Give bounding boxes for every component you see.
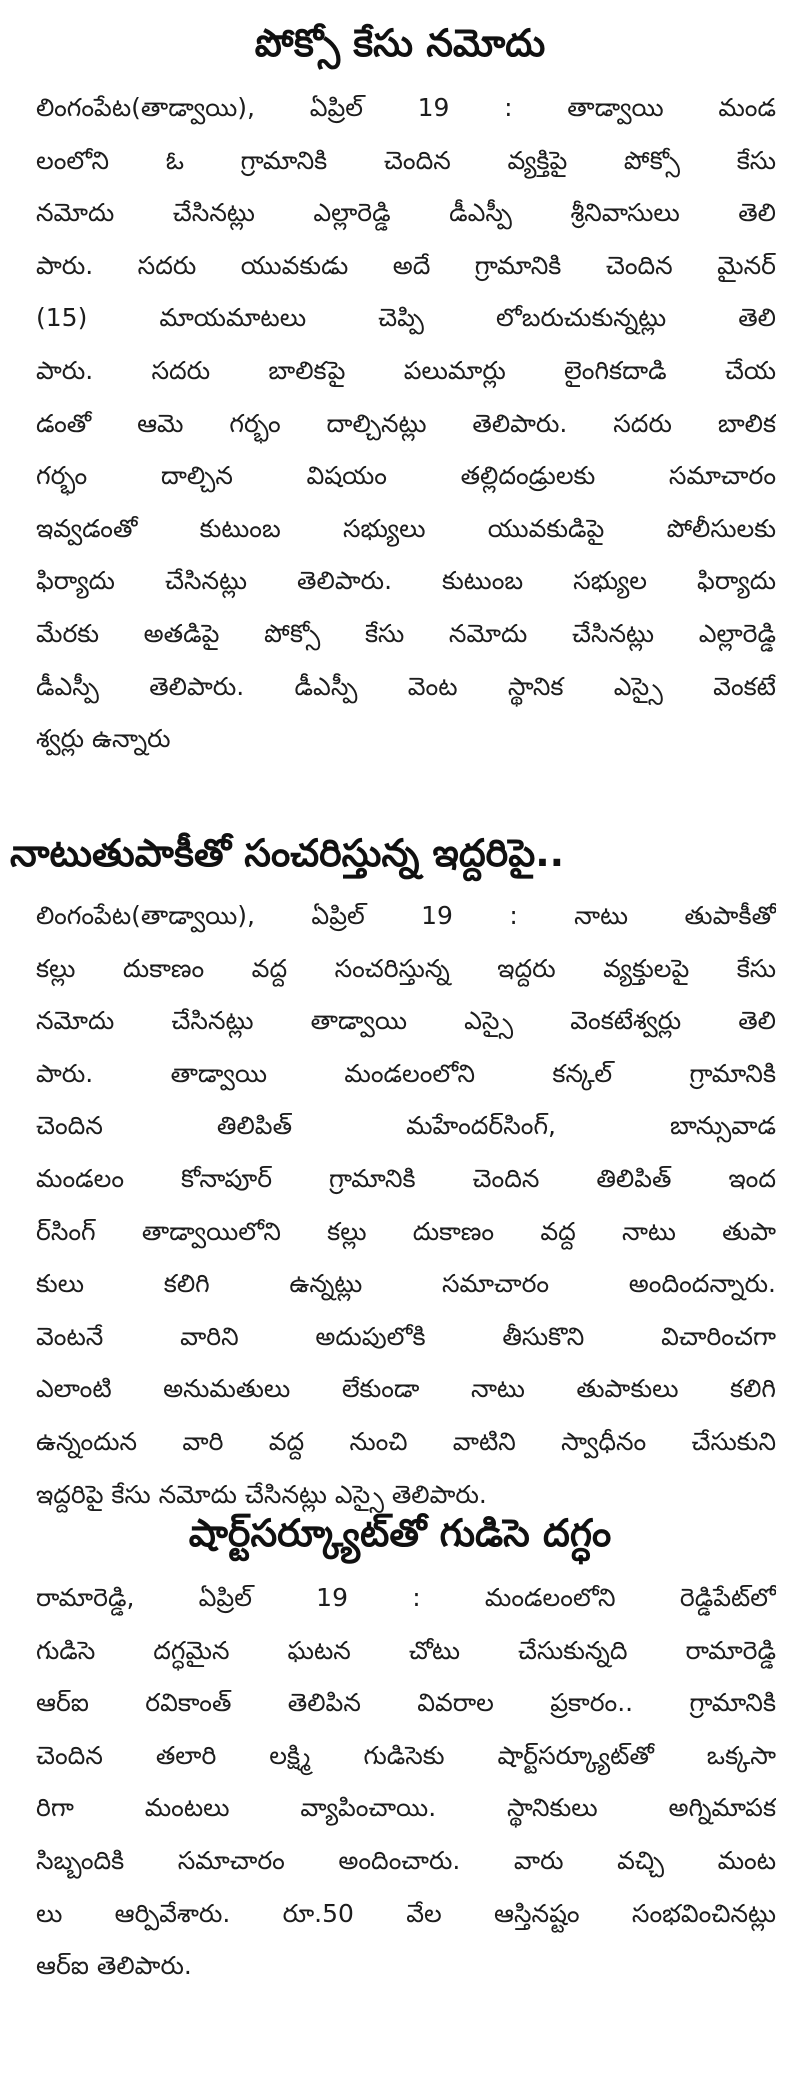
story-line: గర్భం దాల్చిన విషయం తల్లిదండ్రులకు సమాచారం [36, 461, 776, 491]
story-line: ర్‌సింగ్ తాడ్వాయిలోని కల్లు దుకాణం వద్ద నాటు తుపా [36, 1216, 776, 1246]
story-line: మేరకు అతడిపై పోక్సో కేసు నమోదు చేసినట్లు ఎల్లారెడ్డి [36, 618, 776, 648]
story-line: లింగంపేట(తాడ్వాయి), ఏప్రిల్ 19 : తాడ్వాయి మండ [36, 93, 776, 122]
story-line: డంతో ఆమె గర్భం దాల్చినట్లు తెలిపారు. సదరు బాలిక [36, 408, 776, 438]
story-line: చెందిన తిలిపిత్ మహేందర్‌సింగ్, బాన్సువాడ [36, 1111, 776, 1141]
story-line: వెంటనే వారిని అదుపులోకి తీసుకొని విచారించగా [36, 1321, 776, 1351]
story-line: పారు. సదరు బాలికపై పలుమార్లు లైంగికదాడి చేయ [36, 355, 776, 385]
story-body [36, 1572, 776, 1993]
story-line: పారు. తాడ్వాయి మండలంలోని కన్కల్ గ్రామానికి [36, 1058, 776, 1088]
story-line: ఇవ్వడంతో కుటుంబ సభ్యులు యువకుడిపై పోలీసులకు [36, 513, 776, 543]
story-line: ఆర్ఐ రవికాంత్ తెలిపిన వివరాల ప్రకారం.. గ్రామానికి [36, 1688, 776, 1718]
story-line: కల్లు దుకాణం వద్ద సంచరిస్తున్న ఇద్దరు వ్యక్తులపై కేసు [36, 953, 776, 983]
story-headline: నాటుతుపాకీతో సంచరిస్తున్న ఇద్దరిపై.. [10, 831, 565, 875]
story-line: గుడిసె దగ్ధమైన ఘటన చోటు చేసుకున్నది రామారెడ్డి [36, 1635, 776, 1665]
story-line: ఇద్దరిపై కేసు నమోదు చేసినట్లు ఎస్సై తెలిపారు. [36, 1479, 487, 1509]
story-line: చెందిన తలారి లక్ష్మి గుడిసెకు షార్ట్‌సర్క్యూట్‌తో ఒక్కసా [36, 1740, 776, 1770]
story-line: (15) మాయమాటలు చెప్పి లోబరుచుకున్నట్లు తెలి [36, 303, 776, 333]
story-headline: పోక్సో కేసు నమోదు [254, 21, 546, 65]
story-line: మండలం కోనాపూర్ గ్రామానికి చెందిన తిలిపిత్ ఇంద [36, 1163, 776, 1193]
story-line: నమోదు చేసినట్లు ఎల్లారెడ్డి డీఎస్పీ శ్రీనివాసులు తెలి [36, 198, 776, 228]
story-line: కులు కలిగి ఉన్నట్లు సమాచారం అందిందన్నారు. [36, 1269, 776, 1299]
story-line: లింగంపేట(తాడ్వాయి), ఏప్రిల్ 19 : నాటు తుపాకీతో [36, 901, 776, 930]
story-line: నమోదు చేసినట్లు తాడ్వాయి ఎస్సై వెంకటేశ్వర్లు తెలి [36, 1006, 776, 1036]
story-line: శ్వర్లు ఉన్నారు [36, 724, 171, 754]
story-line: సిబ్బందికి సమాచారం అందించారు. వారు వచ్చి మంట [36, 1845, 776, 1875]
story-line: ఉన్నందున వారి వద్ద నుంచి వాటిని స్వాధీనం చేసుకుని [36, 1426, 776, 1456]
story-line: ఎలాంటి అనుమతులు లేకుండా నాటు తుపాకులు కలిగి [36, 1374, 776, 1404]
story-headline: షార్ట్‌సర్క్యూట్‌తో గుడిసె దగ్ధం [188, 1511, 612, 1555]
story-line: ఫిర్యాదు చేసినట్లు తెలిపారు. కుటుంబ సభ్యుల ఫిర్యాదు [36, 566, 776, 596]
story-body [36, 890, 776, 1521]
story-line: ఆర్ఐ తెలిపారు. [36, 1951, 192, 1981]
story-line: లు ఆర్పివేశారు. రూ.50 వేల ఆస్తినష్టం సంభవించినట్లు [36, 1898, 776, 1928]
story-line: డీఎస్పీ తెలిపారు. డీఎస్పీ వెంట స్థానిక ఎస్సై వెంకటే [36, 671, 776, 701]
story-body [36, 82, 776, 766]
story-line: లంలోని ఓ గ్రామానికి చెందిన వ్యక్తిపై పోక్సో కేసు [36, 145, 776, 175]
story-line: రామారెడ్డి, ఏప్రిల్ 19 : మండలంలోని రెడ్డిపేట్‌లో [36, 1583, 776, 1612]
story-line: పారు. సదరు యువకుడు అదే గ్రామానికి చెందిన మైనర్ [36, 250, 776, 280]
story-line: రిగా మంటలు వ్యాపించాయి. స్థానికులు అగ్నిమాపక [36, 1793, 776, 1823]
